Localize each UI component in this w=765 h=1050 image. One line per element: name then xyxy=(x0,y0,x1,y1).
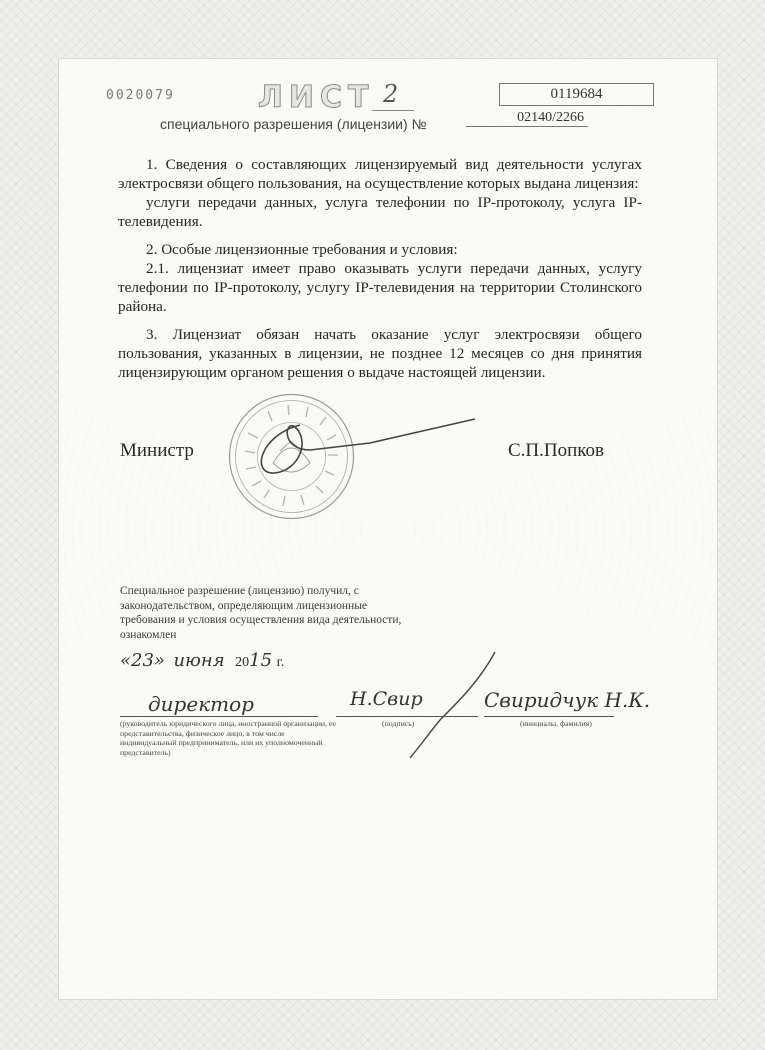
section-2-body: 2.1. лицензиат имеет право оказывать услуги передачи данных, услугу телефонии по IP-протоколу, услугу IP-телевидения на территории Столинского района. xyxy=(118,260,642,315)
recipient-name: Свиридчук Н.К. xyxy=(484,688,651,712)
license-number: 02140/2266 xyxy=(466,110,588,127)
recipient-role: директор xyxy=(148,692,254,716)
date-year-suffix: 15 xyxy=(249,650,273,671)
date-year-prefix: 20 xyxy=(235,655,250,670)
date-year-unit: г. xyxy=(276,655,285,670)
sheet-title: ЛИСТ xyxy=(258,80,375,115)
signatory-name: С.П.Попков xyxy=(508,440,605,461)
caption-signature: (подпись) xyxy=(382,719,415,728)
sheet-number-line xyxy=(372,110,414,111)
section-3 xyxy=(118,325,642,382)
license-label: специального разрешения (лицензии) № xyxy=(160,116,427,132)
role-line xyxy=(120,716,318,717)
date-day: 23 xyxy=(131,650,154,671)
section-3-heading: 3. Лицензиат обязан начать оказание услуг электросвязи общего пользования, указанных в лицензии, не позднее 12 месяцев со дня принятия лицензирующим органом решения о выдаче настоящей лицензии. xyxy=(118,326,642,381)
section-2-heading: 2. Особые лицензионные требования и условия: xyxy=(146,241,458,258)
date-month: июня xyxy=(173,650,225,671)
name-line xyxy=(484,716,614,717)
recipient-signature: Н.Свир xyxy=(350,688,423,710)
caption-role: (руководитель юридического лица, иностранной организации, ее представительства, физическое лицо, в том числе индивидуальный предприниматель, или их уполномоченный представитель) xyxy=(120,719,336,757)
section-1-body: услуги передачи данных, услуга телефонии по IP-протоколу, услуга IP-телевидения. xyxy=(118,194,642,230)
form-serial-number: 0020079 xyxy=(106,88,175,103)
caption-name: (инициалы, фамилия) xyxy=(520,719,592,728)
sheet-number: 2 xyxy=(383,80,399,108)
minister-signature xyxy=(240,405,480,485)
signature-line xyxy=(336,716,478,717)
date-close-quote: » xyxy=(153,650,165,671)
date-open-quote: « xyxy=(120,650,132,671)
signatory-position: Министр xyxy=(120,440,194,461)
section-1-heading: 1. Сведения о составляющих лицензируемый вид деятельности услугах электросвязи общего пользования, на осуществление которых выдана лицензия: xyxy=(118,156,642,192)
section-2 xyxy=(118,240,642,316)
license-box-number: 0119684 xyxy=(499,83,654,106)
acknowledgement-text: Специальное разрешение (лицензию) получил, с законодательством, определяющим лицензионные требования и условия осуществления вида деятельности, ознакомлен xyxy=(120,585,402,641)
date-line xyxy=(120,650,284,671)
section-1 xyxy=(118,155,642,231)
